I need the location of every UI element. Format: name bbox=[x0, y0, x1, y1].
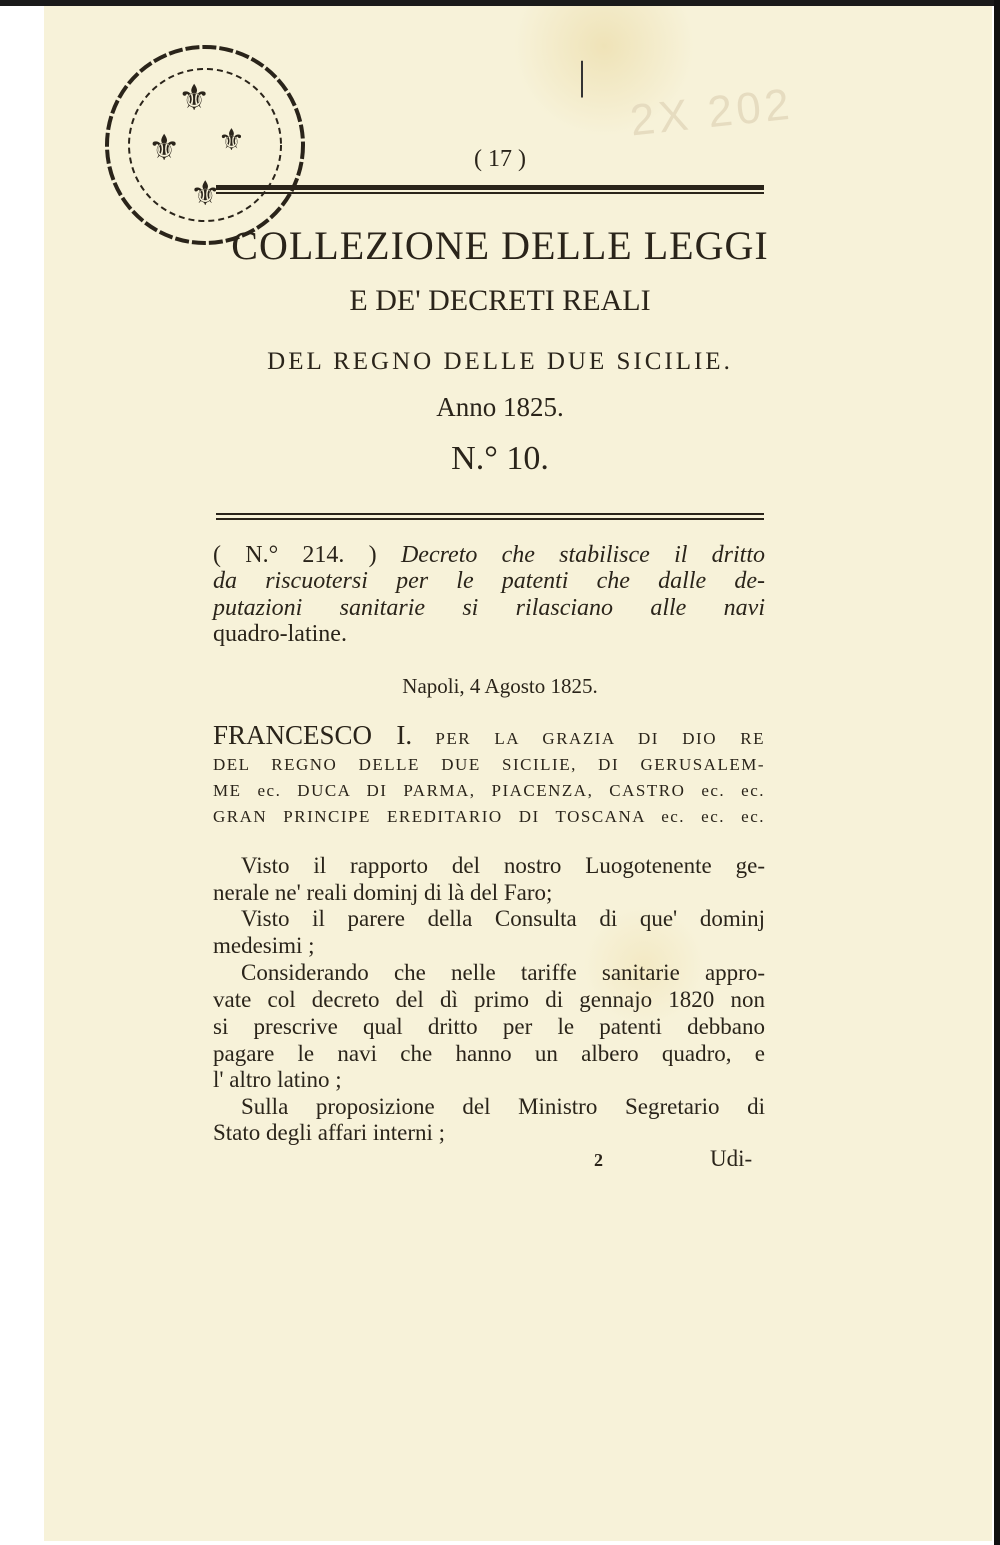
body-line: si prescrive qual dritto per le patenti debbano bbox=[213, 1014, 765, 1039]
body-line: vate col decreto del dì primo di gennajo 1820 non bbox=[213, 987, 765, 1012]
body-line: pagare le navi che hanno un albero quadro, e bbox=[213, 1041, 765, 1066]
signature-mark: 2 bbox=[594, 1150, 603, 1170]
sovereign-line-1: FRANCESCO I. PER LA GRAZIA DI DIO RE bbox=[213, 720, 766, 750]
decree-number: ( N.° 214. ) bbox=[213, 542, 377, 568]
body-line: medesimi ; bbox=[213, 933, 315, 958]
body-line: Stato degli affari interni ; bbox=[213, 1120, 446, 1145]
fleur-de-lis-icon: ⚜ bbox=[190, 176, 221, 213]
year: Anno 1825. bbox=[436, 392, 564, 422]
page-number: ( 17 ) bbox=[474, 146, 526, 172]
archive-pencil-number: 2X 202 bbox=[627, 79, 796, 146]
issue-number: N.° 10. bbox=[451, 440, 549, 477]
sovereign-line-3: ME ec. DUCA DI PARMA, PIACENZA, CASTRO ec. ec. bbox=[213, 781, 765, 800]
decree-heading-line-4: quadro-latine. bbox=[213, 621, 347, 647]
decree-heading-line-2: da riscuotersi per le patenti che dalle de- bbox=[213, 568, 765, 594]
body-line: Visto il rapporto del nostro Luogotenente ge- bbox=[241, 853, 765, 878]
section-rule-2 bbox=[216, 518, 764, 520]
place-date: Napoli, 4 Agosto 1825. bbox=[402, 674, 598, 698]
fleur-de-lis-icon: ⚜ bbox=[148, 128, 181, 168]
sovereign-name: FRANCESCO I. bbox=[213, 720, 413, 750]
fleur-de-lis-icon: ⚜ bbox=[218, 124, 245, 157]
sovereign-line-2: DEL REGNO DELLE DUE SICILIE, DI GERUSALEM- bbox=[213, 755, 765, 774]
body-line: Considerando che nelle tariffe sanitarie appro- bbox=[241, 960, 765, 985]
sovereign-line-4: GRAN PRINCIPE EREDITARIO DI TOSCANA ec. ec. ec. bbox=[213, 807, 765, 826]
catchword: Udi- bbox=[710, 1146, 753, 1171]
title-line-1: COLLEZIONE DELLE LEGGI bbox=[231, 223, 769, 268]
title-line-3: DEL REGNO DELLE DUE SICILIE. bbox=[267, 348, 733, 375]
fleur-de-lis-icon: ⚜ bbox=[178, 78, 211, 118]
section-rule-1 bbox=[216, 513, 764, 515]
decree-heading-line-1: ( N.° 214. ) Decreto che stabilisce il dritto bbox=[213, 542, 766, 568]
library-stamp bbox=[100, 40, 315, 255]
body-line: Sulla proposizione del Ministro Segretario di bbox=[241, 1094, 765, 1119]
title-line-2: E DE' DECRETI REALI bbox=[349, 284, 651, 317]
decree-heading-line-3: putazioni sanitarie si rilasciano alle navi bbox=[213, 595, 765, 621]
body-line: l' altro latino ; bbox=[213, 1067, 342, 1092]
body-line: Visto il parere della Consulta di que' dominj bbox=[241, 906, 765, 931]
pencil-stroke: | bbox=[578, 53, 587, 98]
body-line: nerale ne' reali dominj di là del Faro; bbox=[213, 880, 553, 905]
